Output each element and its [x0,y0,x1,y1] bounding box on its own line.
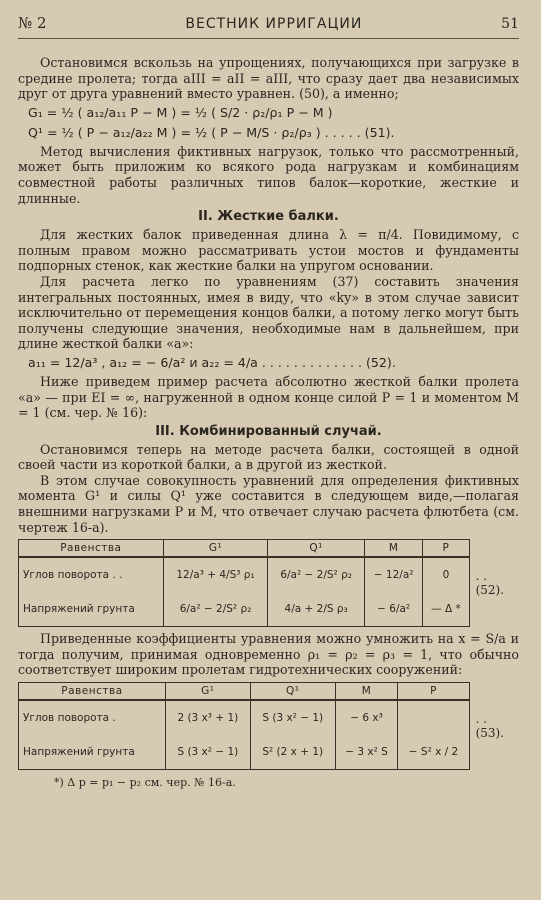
journal-title: ВЕСТНИК ИРРИГАЦИИ [185,16,363,32]
table-1-wrap [18,539,519,627]
table-header: Q¹ [268,540,365,558]
table-1-equation-ref: . . (52). [475,569,505,598]
table-cell: − 12/a² [364,557,422,592]
table-cell: 0 [423,557,469,592]
table-cell: 6/a² − 2/S² ρ₂ [163,592,268,627]
table-header: Q¹ [250,683,335,701]
table-header: G¹ [165,683,250,701]
table-cell: S² (2 x + 1) [250,735,335,770]
table-cell: 2 (3 x³ + 1) [165,700,250,735]
paragraph-7: В этом случае совокупность уравнений для определения фиктивных момента G¹ и силы Q¹ уже составится в следующем виде,—полагая внешними нагрузками P и M, что отвечает случаю расчета флютбета (см. чертеж 16-а). [18,472,519,535]
table-cell: Напряжений грунта [19,735,166,770]
page-number: 51 [501,16,519,32]
table-cell: − 6/a² [364,592,422,627]
paragraph-1: Остановимся вскользь на упрощениях, получающихся при загрузке в средине пролета; тогда aIII = aII = aIII, что сразу дает два независимых друг от друга уравнений вместо уравнен. (50), а именно; [18,55,519,102]
table-row [19,557,470,592]
table-cell: S (3 x² − 1) [250,700,335,735]
table-cell: − 6 x³ [335,700,398,735]
table-header: M [335,683,398,701]
paragraph-2: Метод вычисления фиктивных нагрузок, только что рассмотренный, может быть приложим ко всякого рода нагрузкам и комбинациям совместной работы различных типов балок—короткие, жесткие и длинные. [18,143,519,206]
table-cell: − 3 x² S [335,735,398,770]
paragraph-4: Для расчета легко по уравнениям (37) составить значения интегральных постоянных, имея в виду, что «ky» в этом случае зависит исключительно от перемещения концов балки, а потому легко могут быть получены следующие значения, необходимые нам в дальнейшем, при длине жесткой балки «a»: [18,273,519,352]
table-cell: 4/a + 2/S ρ₃ [268,592,365,627]
table-2-wrap [18,682,519,770]
table-cell: Углов поворота . . [19,557,164,592]
table-2-equation-ref: . . (53). [475,712,505,741]
table-row [19,700,470,735]
table-header: M [364,540,422,558]
table-cell: S (3 x² − 1) [165,735,250,770]
section-heading-combined-case: III. Комбинированный случай. [155,423,382,439]
equation-52: a₁₁ = 12/a³ , a₁₂ = − 6/a² и a₂₂ = 4/a . . . . . . . . . . . . . (52). [28,354,396,370]
table-cell: — Δ * [423,592,469,627]
issue-number: № 2 [18,14,47,32]
coefficients-table-2 [18,682,470,770]
table-header: Равенства [19,683,166,701]
paragraph-5: Ниже приведем пример расчета абсолютно жесткой балки пролета «a» — при EI = ∞, нагруженной в одном конце силой P = 1 и моментом M = 1 (см. чер. № 16): [18,373,519,421]
table-cell: 12/a³ + 4/S³ ρ₁ [163,557,268,592]
table-cell: 6/a² − 2/S² ρ₂ [268,557,365,592]
table-row [19,735,470,770]
section-heading-rigid-beams: II. Жесткие балки. [198,209,339,225]
table-cell: Напряжений грунта [19,592,164,627]
footnote: *) Δ p = p₁ − p₂ см. чер. № 16-а. [54,776,236,790]
table-cell: − S² x / 2 [398,735,469,770]
paragraph-8: Приведенные коэффициенты уравнения можно умножить на x = S/a и тогда получим, принимая одновременно ρ₁ = ρ₂ = ρ₃ = 1, что обычно соответствует широким пролетам гидротехнических сооружений: [18,631,519,678]
table-header: G¹ [163,540,268,558]
paragraph-3: Для жестких балок приведенная длина λ = π/4. Повидимому, с полным правом можно рассматривать устои мостов и фундаменты подпорных стенок, как жесткие балки на упругом основании. [18,227,519,274]
coefficients-table-1 [18,539,470,627]
table-header: P [423,540,469,558]
equation-q1: Q¹ = ½ ( P − a₁₂/a₂₂ M ) = ½ ( P − M/S · ρ₂/ρ₃ ) . . . . . (51). [28,124,395,140]
paragraph-6: Остановимся теперь на методе расчета балки, состоящей в одной своей части из короткой балки, а в другой из жесткой. [18,441,519,473]
table-cell: Углов поворота . [19,700,166,735]
table-cell [398,700,469,735]
running-header [18,14,519,39]
table-header: P [398,683,469,701]
equation-g1: G₁ = ½ ( a₁₂/a₁₁ P − M ) = ½ ( S/2 · ρ₂/ρ₁ P − M ) [28,104,333,120]
table-row [19,592,470,627]
table-header: Равенства [19,540,164,558]
